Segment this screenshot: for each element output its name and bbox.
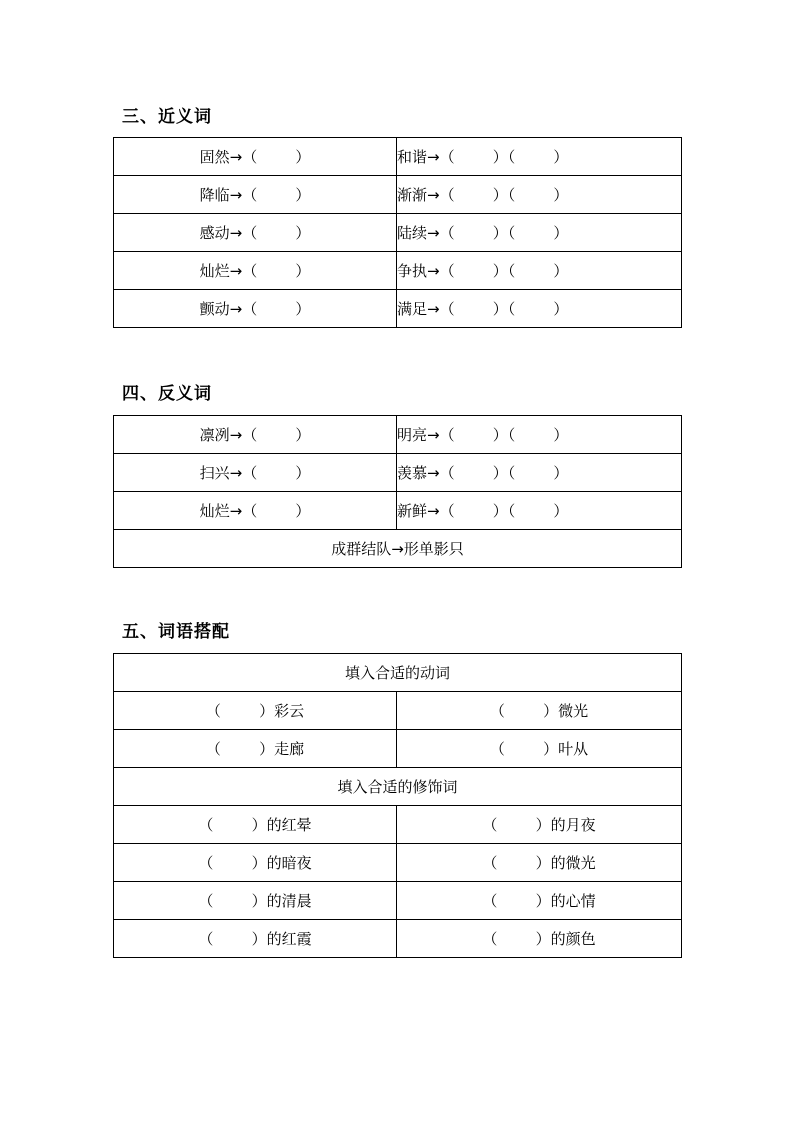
collocation-item: （ ）的暗夜 [114,844,397,882]
collocation-item: （ ）微光 [397,692,682,730]
synonyms-table [113,137,682,328]
table-row [114,214,682,252]
antonym-item: 扫兴→（ ） [114,454,397,492]
antonym-example: 成群结队→形单影只 [114,530,682,568]
synonym-item: 渐渐→（ ）（ ） [397,176,682,214]
table-row [114,844,682,882]
antonym-item: 新鲜→（ ）（ ） [397,492,682,530]
collocation-item: （ ）走廊 [114,730,397,768]
table-row [114,768,682,806]
table-row [114,806,682,844]
antonym-item: 灿烂→（ ） [114,492,397,530]
table-row [114,730,682,768]
synonym-item: 感动→（ ） [114,214,397,252]
table-row [114,920,682,958]
synonym-item: 争执→（ ）（ ） [397,252,682,290]
table-row [114,290,682,328]
synonym-item: 灿烂→（ ） [114,252,397,290]
synonym-item: 固然→（ ） [114,138,397,176]
table-row [114,692,682,730]
table-row [114,138,682,176]
antonym-item: 明亮→（ ）（ ） [397,416,682,454]
collocation-item: （ ）的微光 [397,844,682,882]
collocation-item: （ ）叶从 [397,730,682,768]
modifier-section-title: 填入合适的修饰词 [114,768,682,806]
collocation-item: （ ）的心情 [397,882,682,920]
synonym-item: 满足→（ ）（ ） [397,290,682,328]
table-row [114,252,682,290]
antonym-item: 凛冽→（ ） [114,416,397,454]
synonym-item: 降临→（ ） [114,176,397,214]
collocation-item: （ ）的颜色 [397,920,682,958]
collocation-item: （ ）的月夜 [397,806,682,844]
table-row [114,454,682,492]
table-row [114,492,682,530]
table-row [114,416,682,454]
antonyms-table [113,415,682,568]
synonym-item: 和谐→（ ）（ ） [397,138,682,176]
section-heading-collocation: 五、词语搭配 [122,622,230,642]
synonym-item: 颤动→（ ） [114,290,397,328]
verb-section-title: 填入合适的动词 [114,654,682,692]
collocation-item: （ ）彩云 [114,692,397,730]
synonym-item: 陆续→（ ）（ ） [397,214,682,252]
collocation-item: （ ）的红霞 [114,920,397,958]
antonym-item: 羡慕→（ ）（ ） [397,454,682,492]
collocation-item: （ ）的红晕 [114,806,397,844]
section-heading-antonyms: 四、反义词 [122,384,212,404]
table-row [114,176,682,214]
table-row [114,654,682,692]
table-row [114,882,682,920]
collocation-item: （ ）的清晨 [114,882,397,920]
table-row [114,530,682,568]
collocation-table [113,653,682,958]
section-heading-synonyms: 三、近义词 [122,107,212,127]
